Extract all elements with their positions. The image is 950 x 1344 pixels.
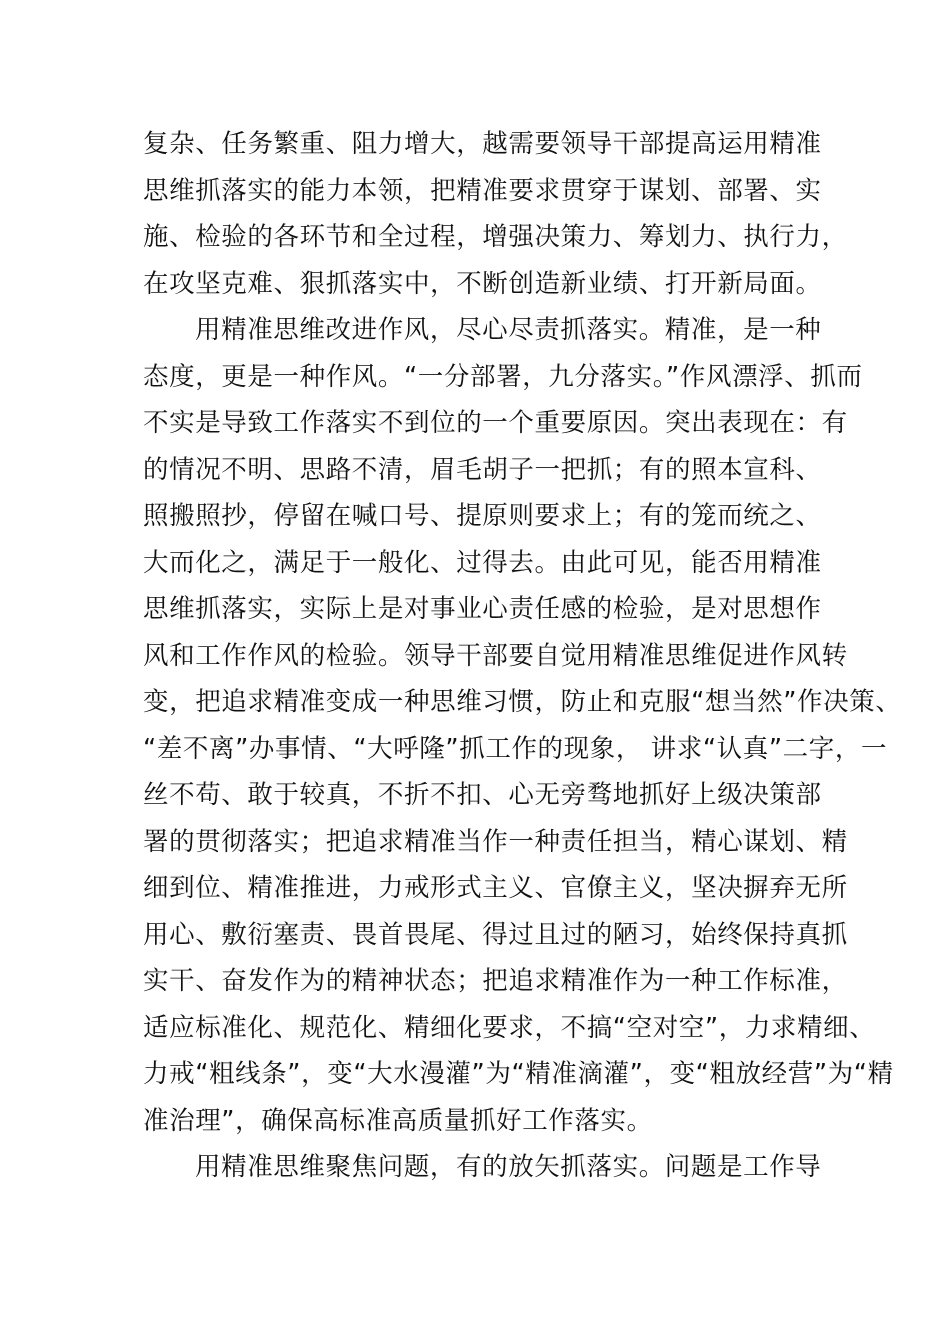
text-line: 态度，更是一种作风。“一分部署，九分落实。”作风漂浮、抓而 bbox=[143, 361, 863, 392]
text-line: 变，把追求精准变成一种思维习惯，防止和克服“想当然”作决策、 bbox=[143, 687, 902, 717]
text-line: 署的贯彻落实；把追求精准当作一种责任担当，精心谋划、精 bbox=[143, 826, 848, 857]
text-line: 适应标准化、规范化、精细化要求，不搞“空对空”，力求精细、 bbox=[143, 1012, 876, 1043]
text-line: 的情况不明、思路不清，眉毛胡子一把抓；有的照本宣科、 bbox=[143, 454, 822, 485]
text-line: 力戒“粗线条”，变“大水漫灌”为“精准滴灌”，变“粗放经营”为“精 bbox=[143, 1059, 894, 1089]
text-line: “差不离”办事情、“大呼隆”抓工作的现象， 讲求“认真”二字，一 bbox=[143, 733, 888, 764]
text-line: 思维抓落实，实际上是对事业心责任感的检验，是对思想作 bbox=[143, 594, 822, 624]
text-line: 用心、敷衍塞责、畏首畏尾、得过且过的陋习，始终保持真抓 bbox=[143, 919, 848, 950]
paragraph-start-line: 用精准思维聚焦问题，有的放矢抓落实。问题是工作导 bbox=[195, 1152, 822, 1182]
text-line: 不实是导致工作落实不到位的一个重要原因。突出表现在：有 bbox=[143, 408, 848, 438]
text-line: 思维抓落实的能力本领，把精准要求贯穿于谋划、部署、实 bbox=[143, 175, 822, 206]
text-line: 在攻坚克难、狠抓落实中，不断创造新业绩、打开新局面。 bbox=[143, 268, 822, 299]
text-line: 实干、奋发作为的精神状态；把追求精准作为一种工作标准， bbox=[143, 966, 848, 996]
text-line: 丝不苟、敢于较真，不折不扣、心无旁骛地抓好上级决策部 bbox=[143, 780, 822, 810]
text-line: 细到位、精准推进，力戒形式主义、官僚主义，坚决摒弃无所 bbox=[143, 873, 848, 903]
paragraph-start-line: 用精准思维改进作风，尽心尽责抓落实。精准，是一种 bbox=[195, 315, 822, 345]
text-line: 照搬照抄，停留在喊口号、提原则要求上；有的笼而统之、 bbox=[143, 501, 822, 531]
text-line: 大而化之，满足于一般化、过得去。由此可见，能否用精准 bbox=[143, 547, 822, 578]
text-line: 准治理”，确保高标准高质量抓好工作落实。 bbox=[143, 1105, 653, 1136]
text-line: 风和工作作风的检验。领导干部要自觉用精准思维促进作风转 bbox=[143, 640, 848, 671]
text-line: 复杂、任务繁重、阻力增大，越需要领导干部提高运用精准 bbox=[143, 129, 822, 159]
text-line: 施、检验的各环节和全过程，增强决策力、筹划力、执行力， bbox=[143, 222, 848, 252]
body-text bbox=[143, 121, 902, 1191]
